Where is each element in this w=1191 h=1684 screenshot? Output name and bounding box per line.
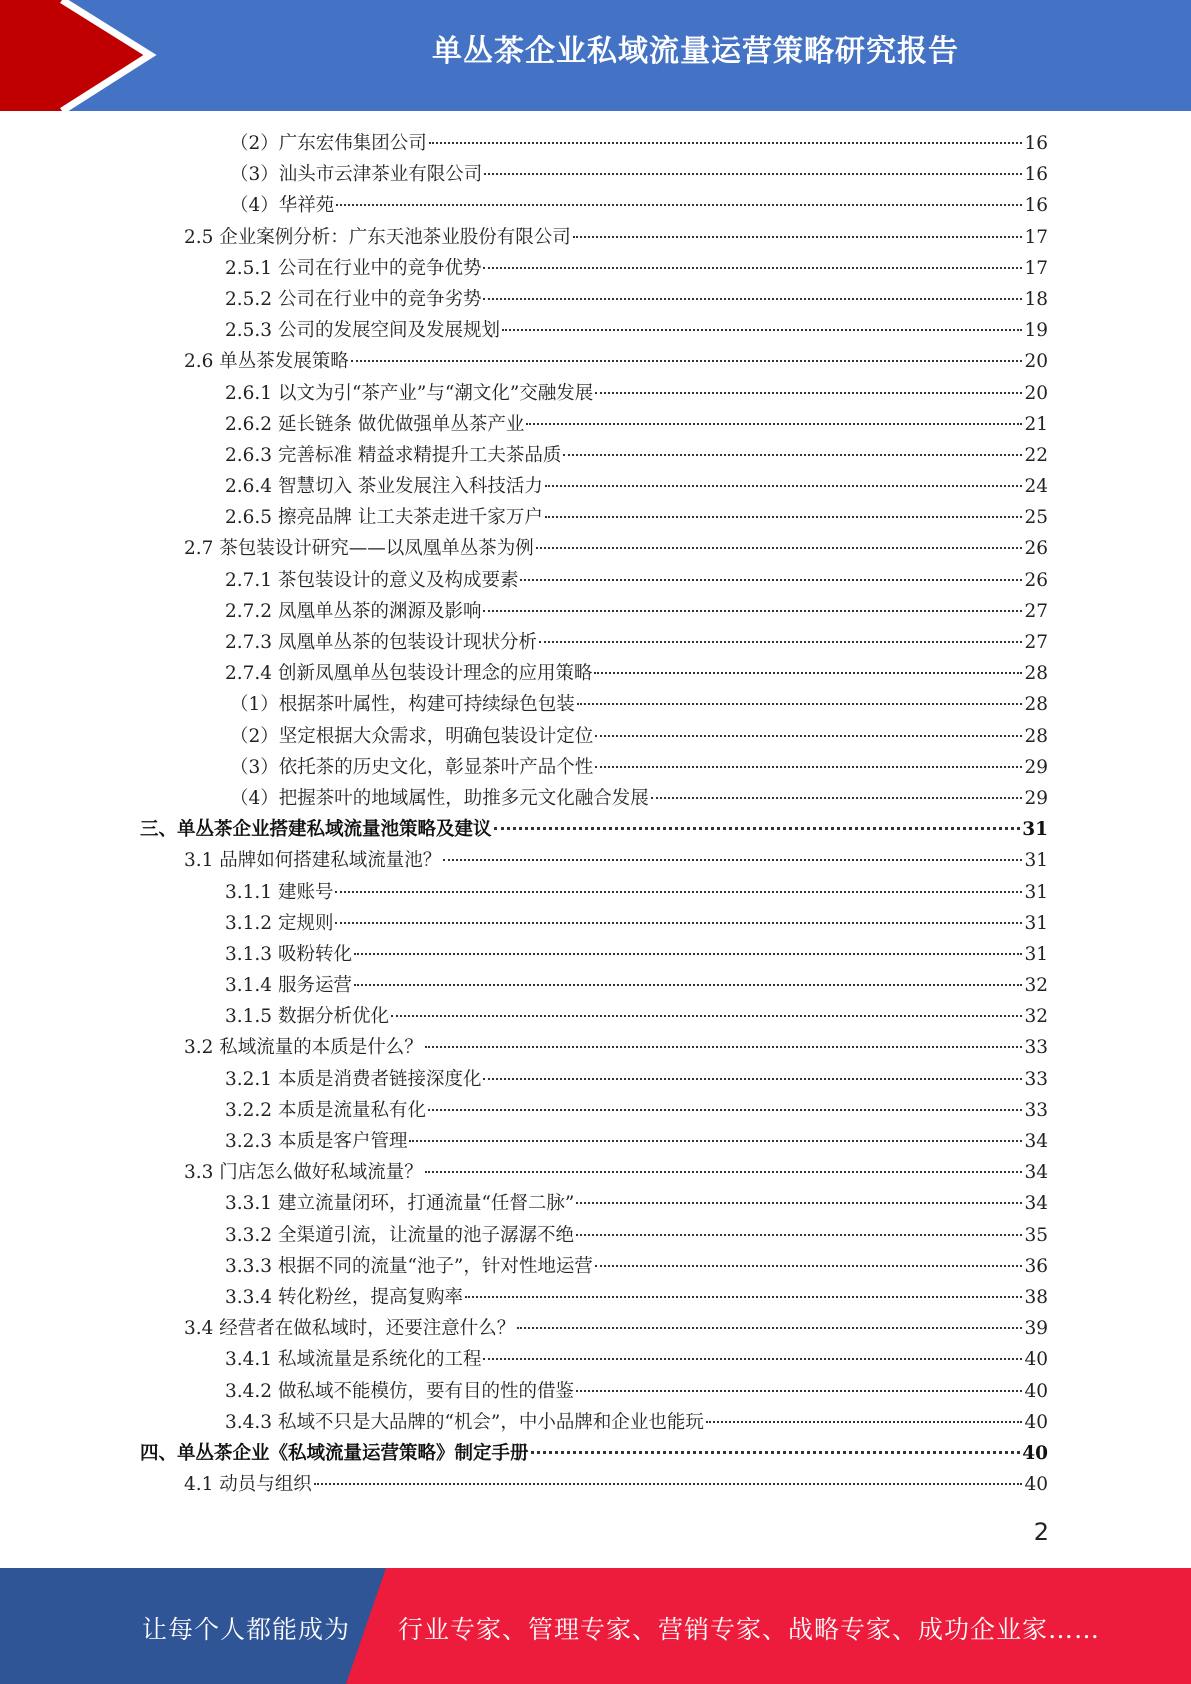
toc-entry-label: 3.1.5 数据分析优化 bbox=[225, 1006, 389, 1028]
toc-entry-page: 28 bbox=[1024, 725, 1048, 747]
toc-entry-label: （2）坚定根据大众需求，明确包装设计定位 bbox=[230, 725, 594, 747]
toc-dot-leader bbox=[595, 766, 1022, 768]
toc-entry-label: 3.3.3 根据不同的流量“池子”，针对性地运营 bbox=[225, 1255, 593, 1277]
toc-dot-leader bbox=[595, 1265, 1023, 1267]
toc-entry-page: 36 bbox=[1024, 1255, 1048, 1277]
toc-dot-leader bbox=[545, 485, 1023, 487]
toc-dot-leader bbox=[336, 204, 1022, 206]
toc-dot-leader bbox=[706, 1421, 1023, 1423]
toc-entry[interactable] bbox=[140, 1344, 1048, 1375]
toc-entry[interactable] bbox=[140, 1126, 1048, 1157]
toc-dot-leader bbox=[484, 173, 1022, 175]
toc-entry-page: 33 bbox=[1024, 1037, 1048, 1059]
toc-entry-page: 31 bbox=[1024, 943, 1048, 965]
toc-entry-label: 2.7.1 茶包装设计的意义及构成要素 bbox=[225, 569, 519, 591]
toc-entry-label: 3.4.2 做私域不能模仿，要有目的性的借鉴 bbox=[225, 1380, 574, 1402]
toc-entry[interactable] bbox=[140, 1407, 1048, 1438]
toc-entry[interactable] bbox=[140, 409, 1048, 440]
toc-entry-label: 3.2.1 本质是消费者链接深度化 bbox=[225, 1068, 482, 1090]
toc-entry-page: 17 bbox=[1024, 257, 1048, 279]
toc-entry-page: 31 bbox=[1024, 912, 1048, 934]
toc-entry-label: 3.1.4 服务运营 bbox=[225, 975, 352, 997]
toc-entry-page: 31 bbox=[1022, 819, 1048, 841]
toc-entry-label: （2）广东宏伟集团公司 bbox=[230, 133, 427, 154]
toc-entry-label: （1）根据茶叶属性，构建可持续绿色包装 bbox=[230, 694, 575, 716]
toc-dot-leader bbox=[391, 1015, 1022, 1017]
toc-entry[interactable] bbox=[140, 627, 1048, 658]
toc-dot-leader bbox=[502, 329, 1022, 331]
toc-entry-page: 16 bbox=[1024, 133, 1048, 154]
toc-entry[interactable] bbox=[140, 721, 1048, 752]
toc-entry[interactable] bbox=[140, 222, 1048, 253]
toc-dot-leader bbox=[576, 1234, 1022, 1236]
toc-entry-page: 40 bbox=[1022, 1442, 1048, 1464]
toc-dot-leader bbox=[563, 454, 1022, 456]
toc-entry-page: 32 bbox=[1024, 1006, 1048, 1028]
toc-entry-label: （3）汕头市云津茶业有限公司 bbox=[230, 164, 483, 186]
page-footer bbox=[0, 1568, 1191, 1684]
toc-dot-leader bbox=[576, 1390, 1022, 1392]
toc-entry[interactable] bbox=[140, 845, 1048, 876]
toc-entry[interactable] bbox=[140, 689, 1048, 720]
toc-entry-page: 20 bbox=[1024, 382, 1048, 404]
toc-dot-leader bbox=[354, 984, 1023, 986]
page-header bbox=[0, 0, 1191, 111]
page-number: 2 bbox=[1033, 1518, 1049, 1546]
toc-entry-page: 21 bbox=[1024, 413, 1048, 435]
toc-entry-label: 3.2.3 本质是客户管理 bbox=[225, 1131, 408, 1152]
toc-dot-leader bbox=[351, 360, 1023, 362]
toc-entry-label: 2.5.2 公司在行业中的竞争劣势 bbox=[225, 288, 482, 310]
toc-dot-leader bbox=[595, 735, 1022, 737]
toc-entry-label: 2.6.3 完善标准 精益求精提升工夫茶品质 bbox=[225, 444, 562, 466]
toc-dot-leader bbox=[595, 392, 1022, 394]
toc-entry-label: 3.3.2 全渠道引流，让流量的池子潺潺不绝 bbox=[225, 1224, 574, 1246]
toc-dot-leader bbox=[573, 236, 1023, 238]
toc-entry-label: 2.5 企业案例分析：广东天池茶业股份有限公司 bbox=[184, 226, 571, 248]
toc-entry[interactable] bbox=[140, 502, 1048, 533]
toc-entry-label: 2.7.4 创新凤凰单丛包装设计理念的应用策略 bbox=[225, 663, 593, 685]
toc-entry-label: 2.6.1 以文为引“茶产业”与“潮文化”交融发展 bbox=[225, 382, 594, 404]
toc-entry[interactable] bbox=[140, 1469, 1048, 1500]
toc-entry-label: 3.3.4 转化粉丝，提高复购率 bbox=[225, 1286, 463, 1308]
toc-dot-leader bbox=[425, 1046, 1023, 1048]
toc-dot-leader bbox=[545, 516, 1023, 518]
toc-dot-leader bbox=[517, 1327, 1022, 1329]
toc-dot-leader bbox=[483, 610, 1022, 612]
toc-entry-page: 34 bbox=[1024, 1162, 1048, 1184]
toc-entry-page: 38 bbox=[1024, 1286, 1048, 1308]
toc-entry[interactable] bbox=[140, 1001, 1048, 1032]
toc-dot-leader bbox=[594, 672, 1022, 674]
toc-dot-leader bbox=[536, 547, 1023, 549]
toc-entry-page: 32 bbox=[1024, 975, 1048, 997]
toc-entry-page: 28 bbox=[1024, 694, 1048, 716]
toc-entry-label: 2.7.3 凤凰单丛茶的包装设计现状分析 bbox=[225, 632, 537, 653]
toc-entry-page: 40 bbox=[1024, 1349, 1048, 1371]
toc-dot-leader bbox=[577, 703, 1023, 705]
toc-entry-page: 27 bbox=[1024, 632, 1048, 653]
toc-entry-page: 35 bbox=[1024, 1224, 1048, 1246]
toc-entry[interactable] bbox=[140, 1376, 1048, 1407]
toc-entry-page: 29 bbox=[1024, 787, 1048, 809]
toc-entry[interactable] bbox=[140, 1220, 1048, 1251]
toc-dot-leader bbox=[539, 641, 1022, 643]
toc-dot-leader bbox=[425, 1171, 1023, 1173]
toc-entry-page: 39 bbox=[1024, 1318, 1048, 1340]
toc-entry[interactable] bbox=[140, 440, 1048, 471]
toc-dot-leader bbox=[465, 1296, 1022, 1298]
toc-entry-page: 16 bbox=[1024, 195, 1048, 217]
toc-entry-page: 28 bbox=[1024, 663, 1048, 685]
toc-entry[interactable] bbox=[140, 1251, 1048, 1282]
toc-entry-page: 26 bbox=[1024, 569, 1048, 591]
toc-entry-page: 40 bbox=[1024, 1380, 1048, 1402]
toc-entry[interactable] bbox=[140, 378, 1048, 409]
toc-entry-label: 3.3 门店怎么做好私域流量？ bbox=[184, 1162, 423, 1184]
toc-entry-label: 四、单丛茶企业《私域流量运营策略》制定手册 bbox=[140, 1442, 529, 1464]
footer-slogan-right: 行业专家、管理专家、营销专家、战略专家、成功企业家…… bbox=[398, 1615, 1101, 1644]
toc-entry-page: 26 bbox=[1024, 538, 1048, 560]
toc-entry-page: 33 bbox=[1024, 1068, 1048, 1090]
toc-entry-label: 4.1 动员与组织 bbox=[184, 1474, 312, 1496]
toc-entry-page: 20 bbox=[1024, 351, 1048, 373]
toc-entry-label: 3.2.2 本质是流量私有化 bbox=[225, 1099, 426, 1121]
toc-dot-leader bbox=[409, 1140, 1022, 1142]
toc-entry-page: 17 bbox=[1024, 226, 1048, 248]
toc-entry-page: 27 bbox=[1024, 600, 1048, 622]
toc-entry-page: 40 bbox=[1024, 1411, 1048, 1433]
toc-entry[interactable] bbox=[140, 533, 1048, 564]
toc-entry[interactable] bbox=[140, 877, 1048, 908]
toc-entry-page: 19 bbox=[1024, 320, 1048, 342]
toc-entry-label: 3.1.3 吸粉转化 bbox=[225, 943, 352, 965]
toc-entry[interactable] bbox=[140, 658, 1048, 689]
toc-dot-leader bbox=[429, 142, 1023, 144]
toc-entry[interactable] bbox=[140, 1032, 1048, 1063]
toc-dot-leader bbox=[520, 579, 1022, 581]
toc-dot-leader bbox=[428, 1109, 1022, 1111]
toc-entry[interactable] bbox=[140, 1095, 1048, 1126]
toc-entry-page: 18 bbox=[1024, 288, 1048, 310]
toc-dot-leader bbox=[576, 1202, 1022, 1204]
toc-entry-label: 2.6.5 擦亮品牌 让工夫茶走进千家万户 bbox=[225, 507, 543, 529]
toc-entry-page: 34 bbox=[1024, 1193, 1048, 1215]
toc-entry[interactable] bbox=[140, 471, 1048, 502]
toc-dot-leader bbox=[494, 827, 1021, 830]
toc-dot-leader bbox=[483, 298, 1022, 300]
toc-entry[interactable] bbox=[140, 284, 1048, 315]
toc-dot-leader bbox=[335, 922, 1022, 924]
toc-entry-label: 3.4.3 私域不只是大品牌的“机会”，中小品牌和企业也能玩 bbox=[225, 1411, 704, 1433]
footer-slogan-left: 让每个人都能成为 bbox=[142, 1615, 351, 1644]
toc-entry[interactable] bbox=[140, 814, 1048, 845]
toc-entry-label: 2.6.4 智慧切入 茶业发展注入科技活力 bbox=[225, 476, 543, 498]
toc-entry-label: 3.4.1 私域流量是系统化的工程 bbox=[225, 1349, 482, 1371]
toc-entry[interactable] bbox=[140, 1438, 1048, 1469]
toc-entry[interactable] bbox=[140, 190, 1048, 221]
toc-entry-page: 24 bbox=[1024, 476, 1048, 498]
toc-entry-label: 2.6 单丛茶发展策略 bbox=[184, 351, 349, 373]
toc-entry[interactable] bbox=[140, 970, 1048, 1001]
toc-dot-leader bbox=[314, 1483, 1023, 1485]
toc-entry-label: （4）华祥苑 bbox=[230, 195, 335, 217]
toc-entry-page: 22 bbox=[1024, 444, 1048, 466]
toc-entry-page: 29 bbox=[1024, 756, 1048, 778]
toc-entry[interactable] bbox=[140, 1157, 1048, 1188]
toc-dot-leader bbox=[526, 423, 1022, 425]
toc-entry-label: 3.3.1 建立流量闭环，打通流量“任督二脉” bbox=[225, 1193, 575, 1215]
toc-entry-page: 31 bbox=[1024, 881, 1048, 903]
toc-dot-leader bbox=[531, 1451, 1021, 1454]
toc-entry[interactable] bbox=[140, 1313, 1048, 1344]
toc-entry-label: 3.4 经营者在做私域时，还要注意什么？ bbox=[184, 1318, 516, 1340]
toc-entry-label: 三、单丛茶企业搭建私域流量池策略及建议 bbox=[140, 819, 492, 841]
toc-entry-page: 40 bbox=[1024, 1474, 1048, 1496]
toc-entry-label: 2.6.2 延长链条 做优做强单丛茶产业 bbox=[225, 413, 525, 435]
toc-entry-label: 3.2 私域流量的本质是什么？ bbox=[184, 1037, 423, 1059]
toc-entry-page: 34 bbox=[1024, 1131, 1048, 1152]
toc-entry[interactable] bbox=[140, 1188, 1048, 1219]
toc-entry[interactable] bbox=[140, 565, 1048, 596]
toc-entry[interactable] bbox=[140, 1064, 1048, 1095]
toc-dot-leader bbox=[483, 1358, 1022, 1360]
toc-entry[interactable] bbox=[140, 253, 1048, 284]
toc-dot-leader bbox=[483, 1078, 1022, 1080]
toc-dot-leader bbox=[443, 859, 1022, 861]
toc-entry-page: 31 bbox=[1024, 850, 1048, 872]
toc-dot-leader bbox=[354, 953, 1023, 955]
toc-entry[interactable] bbox=[140, 908, 1048, 939]
toc-dot-leader bbox=[651, 797, 1023, 799]
toc-entry-label: 2.5.1 公司在行业中的竞争优势 bbox=[225, 257, 482, 279]
toc-dot-leader bbox=[335, 891, 1022, 893]
toc-entry[interactable] bbox=[140, 1282, 1048, 1313]
toc-entry[interactable] bbox=[140, 783, 1048, 814]
toc-entry-page: 25 bbox=[1024, 507, 1048, 529]
report-title: 单丛茶企业私域流量运营策略研究报告 bbox=[432, 34, 959, 69]
toc-entry-label: 2.7.2 凤凰单丛茶的渊源及影响 bbox=[225, 600, 482, 622]
toc-entry[interactable] bbox=[140, 346, 1048, 377]
toc-dot-leader bbox=[483, 267, 1022, 269]
toc-entry[interactable] bbox=[140, 128, 1048, 159]
toc-entry-label: 2.5.3 公司的发展空间及发展规划 bbox=[225, 320, 500, 342]
toc-entry-label: 3.1.2 定规则 bbox=[225, 912, 334, 934]
toc-entry[interactable] bbox=[140, 752, 1048, 783]
toc-entry-page: 16 bbox=[1024, 164, 1048, 186]
toc-entry-label: （3）依托茶的历史文化，彰显茶叶产品个性 bbox=[230, 756, 594, 778]
toc-entry-label: 2.7 茶包装设计研究——以凤凰单丛茶为例 bbox=[184, 538, 534, 560]
toc-entry-label: （4）把握茶叶的地域属性，助推多元文化融合发展 bbox=[230, 787, 649, 809]
table-of-contents bbox=[140, 128, 1048, 1500]
toc-entry[interactable] bbox=[140, 939, 1048, 970]
toc-entry[interactable] bbox=[140, 159, 1048, 190]
toc-entry[interactable] bbox=[140, 315, 1048, 346]
toc-entry-page: 33 bbox=[1024, 1099, 1048, 1121]
toc-entry[interactable] bbox=[140, 596, 1048, 627]
toc-entry-label: 3.1.1 建账号 bbox=[225, 881, 334, 903]
toc-entry-label: 3.1 品牌如何搭建私域流量池？ bbox=[184, 850, 442, 872]
